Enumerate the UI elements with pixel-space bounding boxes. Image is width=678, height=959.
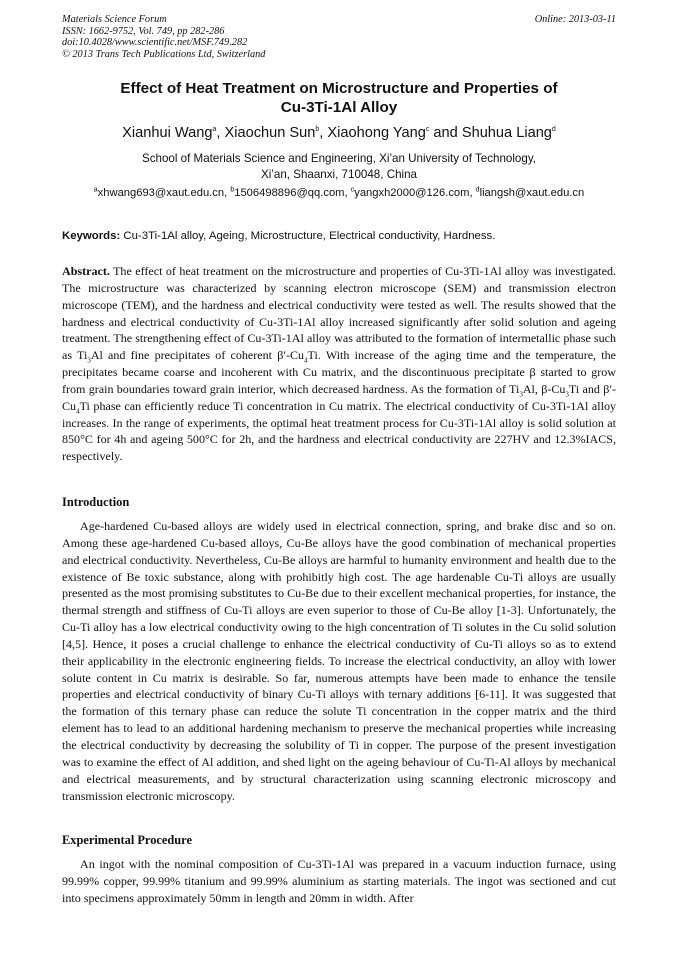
experimental-text: An ingot with the nominal composition of Cu-3Ti-1Al was prepared in a vacuum induction furnace, using 99.99% copper, 99.99% titanium and 99.99% aluminium as starting materials. The ingot was sectioned and cut into specimens approximately 50mm in length and 20mm in width. After: [62, 857, 616, 905]
email-address: xhwang693@xaut.edu.cn,: [97, 187, 231, 199]
abstract-segment: Al and fine precipitates of coherent β′-Cu: [90, 348, 305, 363]
author-mark: d: [551, 126, 556, 134]
author-mark: c: [425, 126, 430, 134]
author-name: Xianhui Wang: [122, 125, 213, 141]
abstract-segment: Al, β-Cu: [522, 381, 566, 396]
formula-subscript: 4: [304, 356, 308, 365]
introduction-heading: Introduction: [62, 495, 130, 509]
email-mark: b: [230, 186, 235, 194]
affiliation-line-1: School of Materials Science and Engineering, Xi’an University of Technology,: [142, 152, 536, 165]
formula-subscript: 3: [519, 390, 523, 399]
keywords: [62, 229, 616, 243]
author-name: Xiaochun Sun: [224, 125, 316, 141]
title-line-1: Effect of Heat Treatment on Microstructure and Properties of: [120, 80, 558, 97]
formula-subscript: 3: [565, 390, 569, 399]
author-mark: b: [315, 126, 320, 134]
email-mark: a: [93, 186, 98, 194]
affiliation-line-2: Xi’an, Shaanxi, 710048, China: [261, 168, 417, 181]
journal-header: [62, 14, 616, 60]
online-date: Online: 2013-03-11: [534, 14, 616, 25]
abstract-segment: Ti. With increase of the aging time and the temperature, the precipitates became coarse and incoherent with Cu matrix, and the discontinuous precipitate β started to grow from grain boundaries toward grain interior, which decreased hardness. As the formation of Ti: [62, 348, 616, 396]
author-mark: a: [212, 126, 217, 134]
author-list: [62, 124, 616, 142]
journal-name: Materials Science Forum: [62, 14, 167, 25]
abstract-segment: Ti phase can efficiently reduce Ti concentration in Cu matrix. The electrical conductivity of Cu-3Ti-1Al alloy increases. In the range of experiments, the optimal heat treatment process for Cu-3Ti-1Al alloy is solid solution at 850°C for 4h and ageing 500°C for 2h, and the hardness and electrical conductivity are 227HV and 12.3%IACS, respectively.: [62, 398, 616, 464]
keywords-label: Keywords:: [62, 230, 121, 242]
email-list: [62, 186, 616, 200]
abstract-segment: Ti and β′-Cu: [62, 381, 616, 413]
title-line-2: Cu-3Ti-1Al Alloy: [280, 99, 398, 116]
email-address: 1506498896@qq.com,: [234, 187, 351, 199]
doi-line: doi:10.4028/www.scientific.net/MSF.749.282: [62, 37, 248, 48]
author-separator: ,: [319, 125, 328, 141]
introduction-text: Age-hardened Cu-based alloys are widely used in electrical connection, spring, and brake disc and so on. Among these age-hardened Cu-based alloys, Cu-Be alloys have the good combination of mechanical properties and electrical conductivity. Nevertheless, Cu-Be alloys are harmful to humanity environment and health due to the existence of Be toxic substance, along with prohibitly high cost. The age hardenable Cu-Ti alloys are usually presented as the most promising substitutes to Cu-Be due to their excellent mechanical properties, for instance, the thermal strength and stiffness of Cu-Ti alloys are even superior to those of Cu-Be alloy [1-3]. Unfortunately, the Cu-Ti alloy has a low electrical conductivity owing to the high concentration of Ti solutes in the Cu solid solution [4,5]. Hence, it poses a crucial challenge to enhance the electrical conductivity of Cu-Ti alloys so as to extend their applicability in the electronic engineering fields. To increase the electrical conductivity, an alloy with lower solute content in Cu matrix is desirable. So far, numerous attempts have been made to enhance the tensile properties and electrical conductivity of binary Cu-Ti alloys with ternary additions [6-11]. It was suggested that the formation of this ternary phase can reduce the solute Ti concentration in the copper matrix and the third element has to lead to an additional hardening mechanism to preserve the mechanical properties while increasing the electrical conductivity by decreasing the solubility of Ti in copper. The purpose of the present investigation was to examine the effect of Al addition, and shed light on the ageing behaviour of Cu-Ti-Al alloys by mechanical and electrical measurements, and by structural characterization using scanning electronic microscopy and transmission electronic microscopy.: [62, 519, 616, 803]
abstract: [62, 263, 616, 465]
email-mark: c: [350, 186, 355, 194]
formula-subscript: 4: [76, 407, 80, 416]
abstract-label: Abstract.: [62, 264, 110, 278]
author-separator: ,: [216, 125, 225, 141]
keywords-text: Cu-3Ti-1Al alloy, Ageing, Microstructure, Electrical conductivity, Hardness.: [120, 230, 496, 242]
author-name: Shuhua Liang: [461, 125, 552, 141]
paper-title: [62, 79, 616, 117]
author-name: Xiaohong Yang: [327, 125, 426, 141]
affiliation: [62, 151, 616, 183]
email-address: liangsh@xaut.edu.cn: [479, 187, 585, 199]
author-separator: and: [429, 125, 462, 141]
experimental-heading: Experimental Procedure: [62, 833, 192, 847]
formula-subscript: 3: [87, 356, 91, 365]
email-mark: d: [475, 186, 480, 194]
email-address: yangxh2000@126.com,: [354, 187, 476, 199]
issn-line: ISSN: 1662-9752, Vol. 749, pp 282-286: [62, 25, 225, 37]
abstract-segment: The effect of heat treatment on the microstructure and properties of Cu-3Ti-1Al alloy was investigated. The microstructure was characterized by scanning electron microscope (SEM) and transmission electron microscope (TEM), and the hardness and electrical conductivity were tested as well. The results showed that the hardness and electrical conductivity of Cu-3Ti-1Al alloy increased significantly after solid solution and ageing treatment. The strengthening effect of Cu-3Ti-1Al alloy was attributed to the formation of intermetallic phase such as Ti: [62, 264, 616, 363]
copyright-line: © 2013 Trans Tech Publications Ltd, Switzerland: [62, 48, 266, 60]
abstract-text: [62, 264, 616, 463]
